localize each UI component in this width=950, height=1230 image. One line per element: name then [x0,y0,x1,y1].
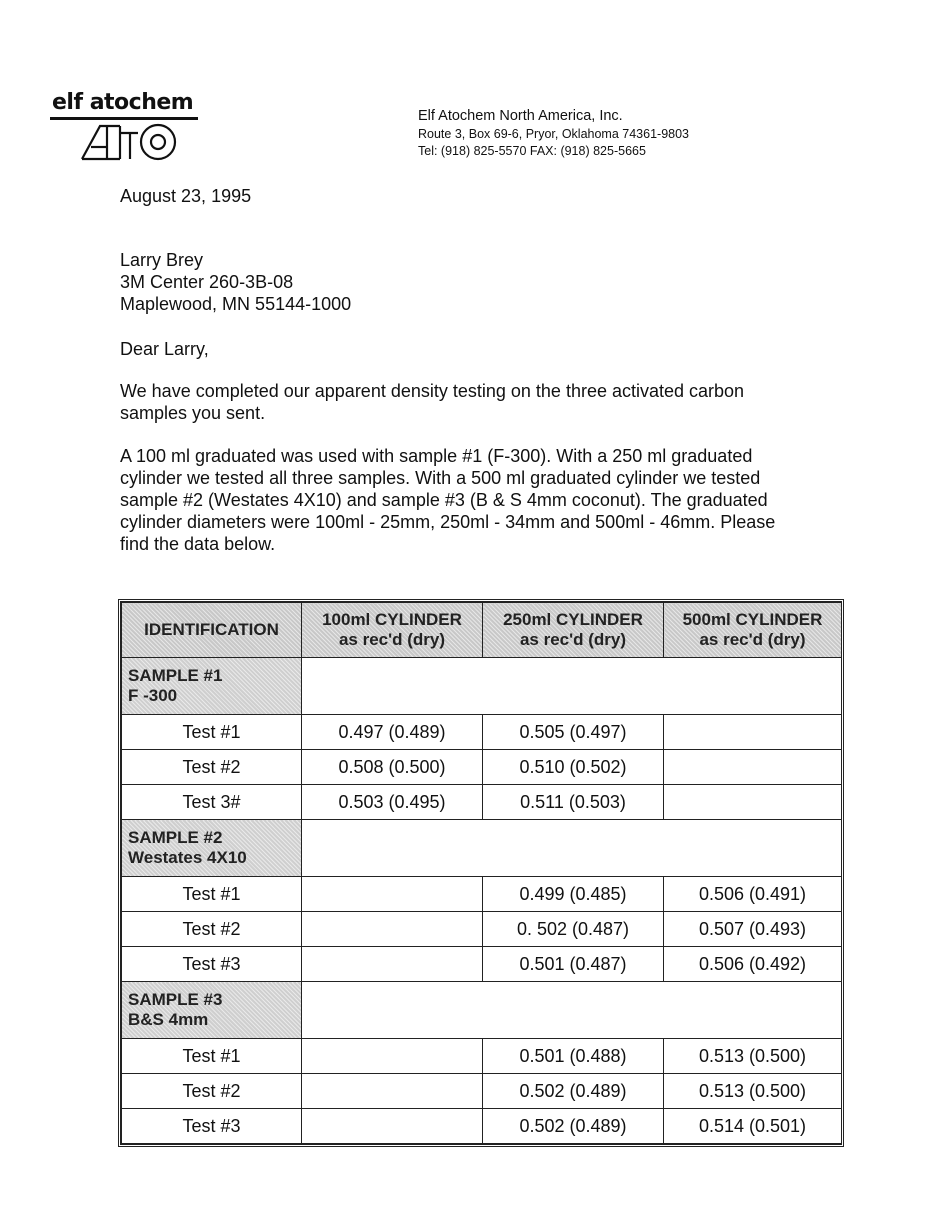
company-logo [50,90,200,163]
value-250ml: 0.501 (0.487) [483,947,664,982]
paragraph-line: A 100 ml graduated was used with sample #1 (F-300). With a 250 ml graduated [120,446,753,466]
value-100ml [302,947,483,982]
table-row [122,912,842,947]
density-table-grid [121,602,842,1144]
table-row [122,1039,842,1074]
test-name: Test 3# [122,785,302,820]
value-100ml [302,877,483,912]
value-500ml: 0.513 (0.500) [664,1074,842,1109]
test-name: Test #1 [122,715,302,750]
sample-label: SAMPLE #3 B&S 4mm [122,982,302,1039]
value-500ml [664,785,842,820]
table-row [122,1109,842,1144]
test-name: Test #3 [122,1109,302,1144]
sample-blank [302,982,842,1039]
value-500ml [664,715,842,750]
company-phone: Tel: (918) 825-5570 FAX: (918) 825-5665 [418,144,646,158]
value-100ml: 0.503 (0.495) [302,785,483,820]
company-address: Route 3, Box 69-6, Pryor, Oklahoma 74361-9803 [418,127,689,141]
sample-label: SAMPLE #2 Westates 4X10 [122,820,302,877]
value-250ml: 0. 502 (0.487) [483,912,664,947]
company-header [418,107,689,160]
sample-blank [302,820,842,877]
table-header-row [122,603,842,658]
value-100ml [302,1039,483,1074]
sample-blank [302,658,842,715]
paragraph-line: cylinder diameters were 100ml - 25mm, 250ml - 34mm and 500ml - 46mm. Please [120,512,776,532]
value-500ml: 0.514 (0.501) [664,1109,842,1144]
table-row [122,877,842,912]
value-100ml: 0.508 (0.500) [302,750,483,785]
recipient-name: Larry Brey [120,250,204,270]
table-row [122,785,842,820]
table-row [122,1074,842,1109]
table-row [122,715,842,750]
value-250ml: 0.502 (0.489) [483,1074,664,1109]
header-100ml: 100ml CYLINDER as rec'd (dry) [302,603,483,658]
logo-wordmark: elf atochem [52,90,194,115]
value-250ml: 0.505 (0.497) [483,715,664,750]
paragraph-line: samples you sent. [120,403,266,423]
logo-rule [50,117,198,120]
paragraph-intro [120,380,820,424]
sample-row [122,982,842,1039]
header-250ml: 250ml CYLINDER as rec'd (dry) [483,603,664,658]
sample-label: SAMPLE #1 F -300 [122,658,302,715]
sample-row [122,658,842,715]
header-identification: IDENTIFICATION [122,603,302,658]
test-name: Test #2 [122,912,302,947]
value-250ml: 0.510 (0.502) [483,750,664,785]
value-500ml: 0.506 (0.492) [664,947,842,982]
table-row [122,947,842,982]
value-100ml [302,1074,483,1109]
table-row [122,750,842,785]
company-name: Elf Atochem North America, Inc. [418,108,623,124]
paragraph-line: sample #2 (Westates 4X10) and sample #3 (B & S 4mm coconut). The graduated [120,490,768,510]
value-250ml: 0.502 (0.489) [483,1109,664,1144]
paragraph-method [120,445,840,555]
paragraph-line: cylinder we tested all three samples. With a 500 ml graduated cylinder we tested [120,468,761,488]
sample-row [122,820,842,877]
value-250ml: 0.499 (0.485) [483,877,664,912]
value-500ml: 0.513 (0.500) [664,1039,842,1074]
salutation: Dear Larry, [120,339,209,359]
ato-logo-icon [80,123,180,163]
value-100ml: 0.497 (0.489) [302,715,483,750]
value-100ml [302,912,483,947]
value-500ml [664,750,842,785]
value-100ml [302,1109,483,1144]
test-name: Test #1 [122,877,302,912]
test-name: Test #3 [122,947,302,982]
value-250ml: 0.501 (0.488) [483,1039,664,1074]
value-500ml: 0.507 (0.493) [664,912,842,947]
test-name: Test #1 [122,1039,302,1074]
paragraph-line: We have completed our apparent density testing on the three activated carbon [120,381,745,401]
value-500ml: 0.506 (0.491) [664,877,842,912]
test-name: Test #2 [122,1074,302,1109]
recipient-line3: Maplewood, MN 55144-1000 [120,294,352,314]
header-500ml: 500ml CYLINDER as rec'd (dry) [664,603,842,658]
paragraph-line: find the data below. [120,534,276,554]
density-table [118,599,844,1147]
recipient-line2: 3M Center 260-3B-08 [120,272,294,292]
recipient-address [120,249,351,315]
value-250ml: 0.511 (0.503) [483,785,664,820]
letter-date: August 23, 1995 [120,186,252,206]
test-name: Test #2 [122,750,302,785]
